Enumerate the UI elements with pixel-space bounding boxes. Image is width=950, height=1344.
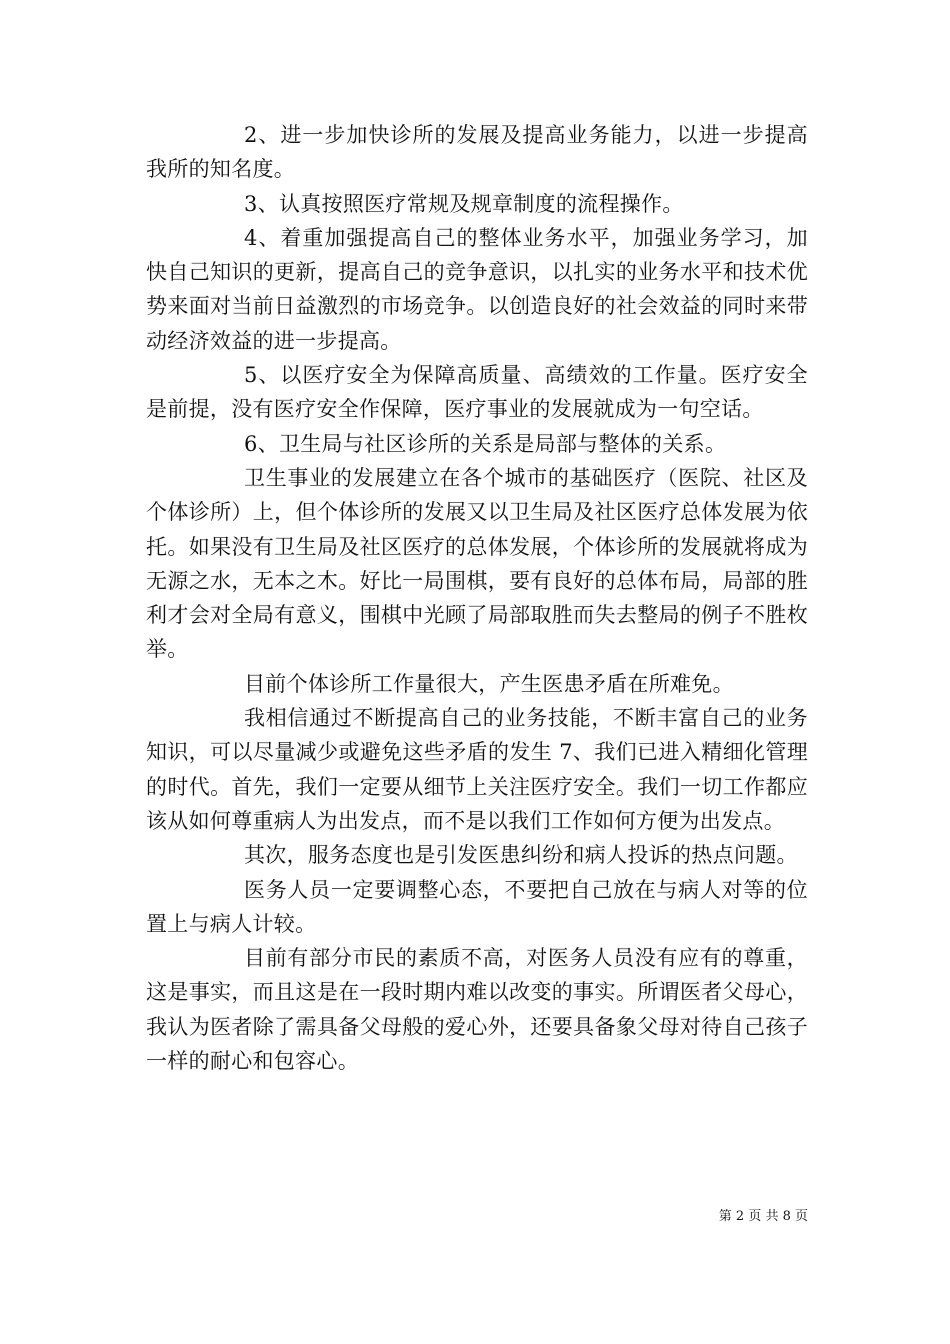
paragraph: 我相信通过不断提高自己的业务技能，不断丰富自己的业务知识，可以尽量减少或避免这些矛盾的发生 7、我们已进入精细化管理的时代。首先，我们一定要从细节上关注医疗安全。我们一切工作都应该从如何尊重病人为出发点，而不是以我们工作如何方便为出发点。	[146, 706, 808, 833]
paragraph: 医务人员一定要调整心态，不要把自己放在与病人对等的位置上与病人计较。	[146, 877, 808, 936]
paragraph: 卫生事业的发展建立在各个城市的基础医疗（医院、社区及个体诊所）上，但个体诊所的发展又以卫生局及社区医疗总体发展为依托。如果没有卫生局及社区医疗的总体发展，个体诊所的发展就将成为无源之水，无本之木。好比一局围棋，要有良好的总体布局，局部的胜利才会对全局有意义，围棋中光顾了局部取胜而失去整局的例子不胜枚举。	[146, 465, 808, 662]
paragraph: 目前有部分市民的素质不高，对医务人员没有应有的尊重，这是事实，而且这是在一段时期内难以改变的事实。所谓医者父母心，我认为医者除了需具备父母般的爱心外，还要具备象父母对待自己孩子一样的耐心和包容心。	[146, 946, 808, 1074]
page-number: 第 2 页 共 8 页	[718, 1209, 808, 1224]
paragraph: 其次，服务态度也是引发医患纠纷和病人投诉的热点问题。	[244, 843, 798, 868]
paragraph: 5、以医疗安全为保障高质量、高绩效的工作量。医疗安全是前提，没有医疗安全作保障，医疗事业的发展就成为一句空话。	[146, 363, 808, 422]
paragraph: 4、着重加强提高自己的整体业务水平，加强业务学习，加快自己知识的更新，提高自己的竞争意识，以扎实的业务水平和技术优势来面对当前日益激烈的市场竞争。以创造良好的社会效益的同时来带动经济效益的进一步提高。	[146, 225, 808, 353]
paragraph: 6、卫生局与社区诊所的关系是局部与整体的关系。	[244, 431, 727, 456]
paragraph: 3、认真按照医疗常规及规章制度的流程操作。	[244, 191, 684, 216]
paragraph: 2、进一步加快诊所的发展及提高业务能力，以进一步提高我所的知名度。	[146, 123, 808, 182]
document-body	[146, 118, 808, 1078]
paragraph: 目前个体诊所工作量很大，产生医患矛盾在所难免。	[244, 671, 734, 696]
